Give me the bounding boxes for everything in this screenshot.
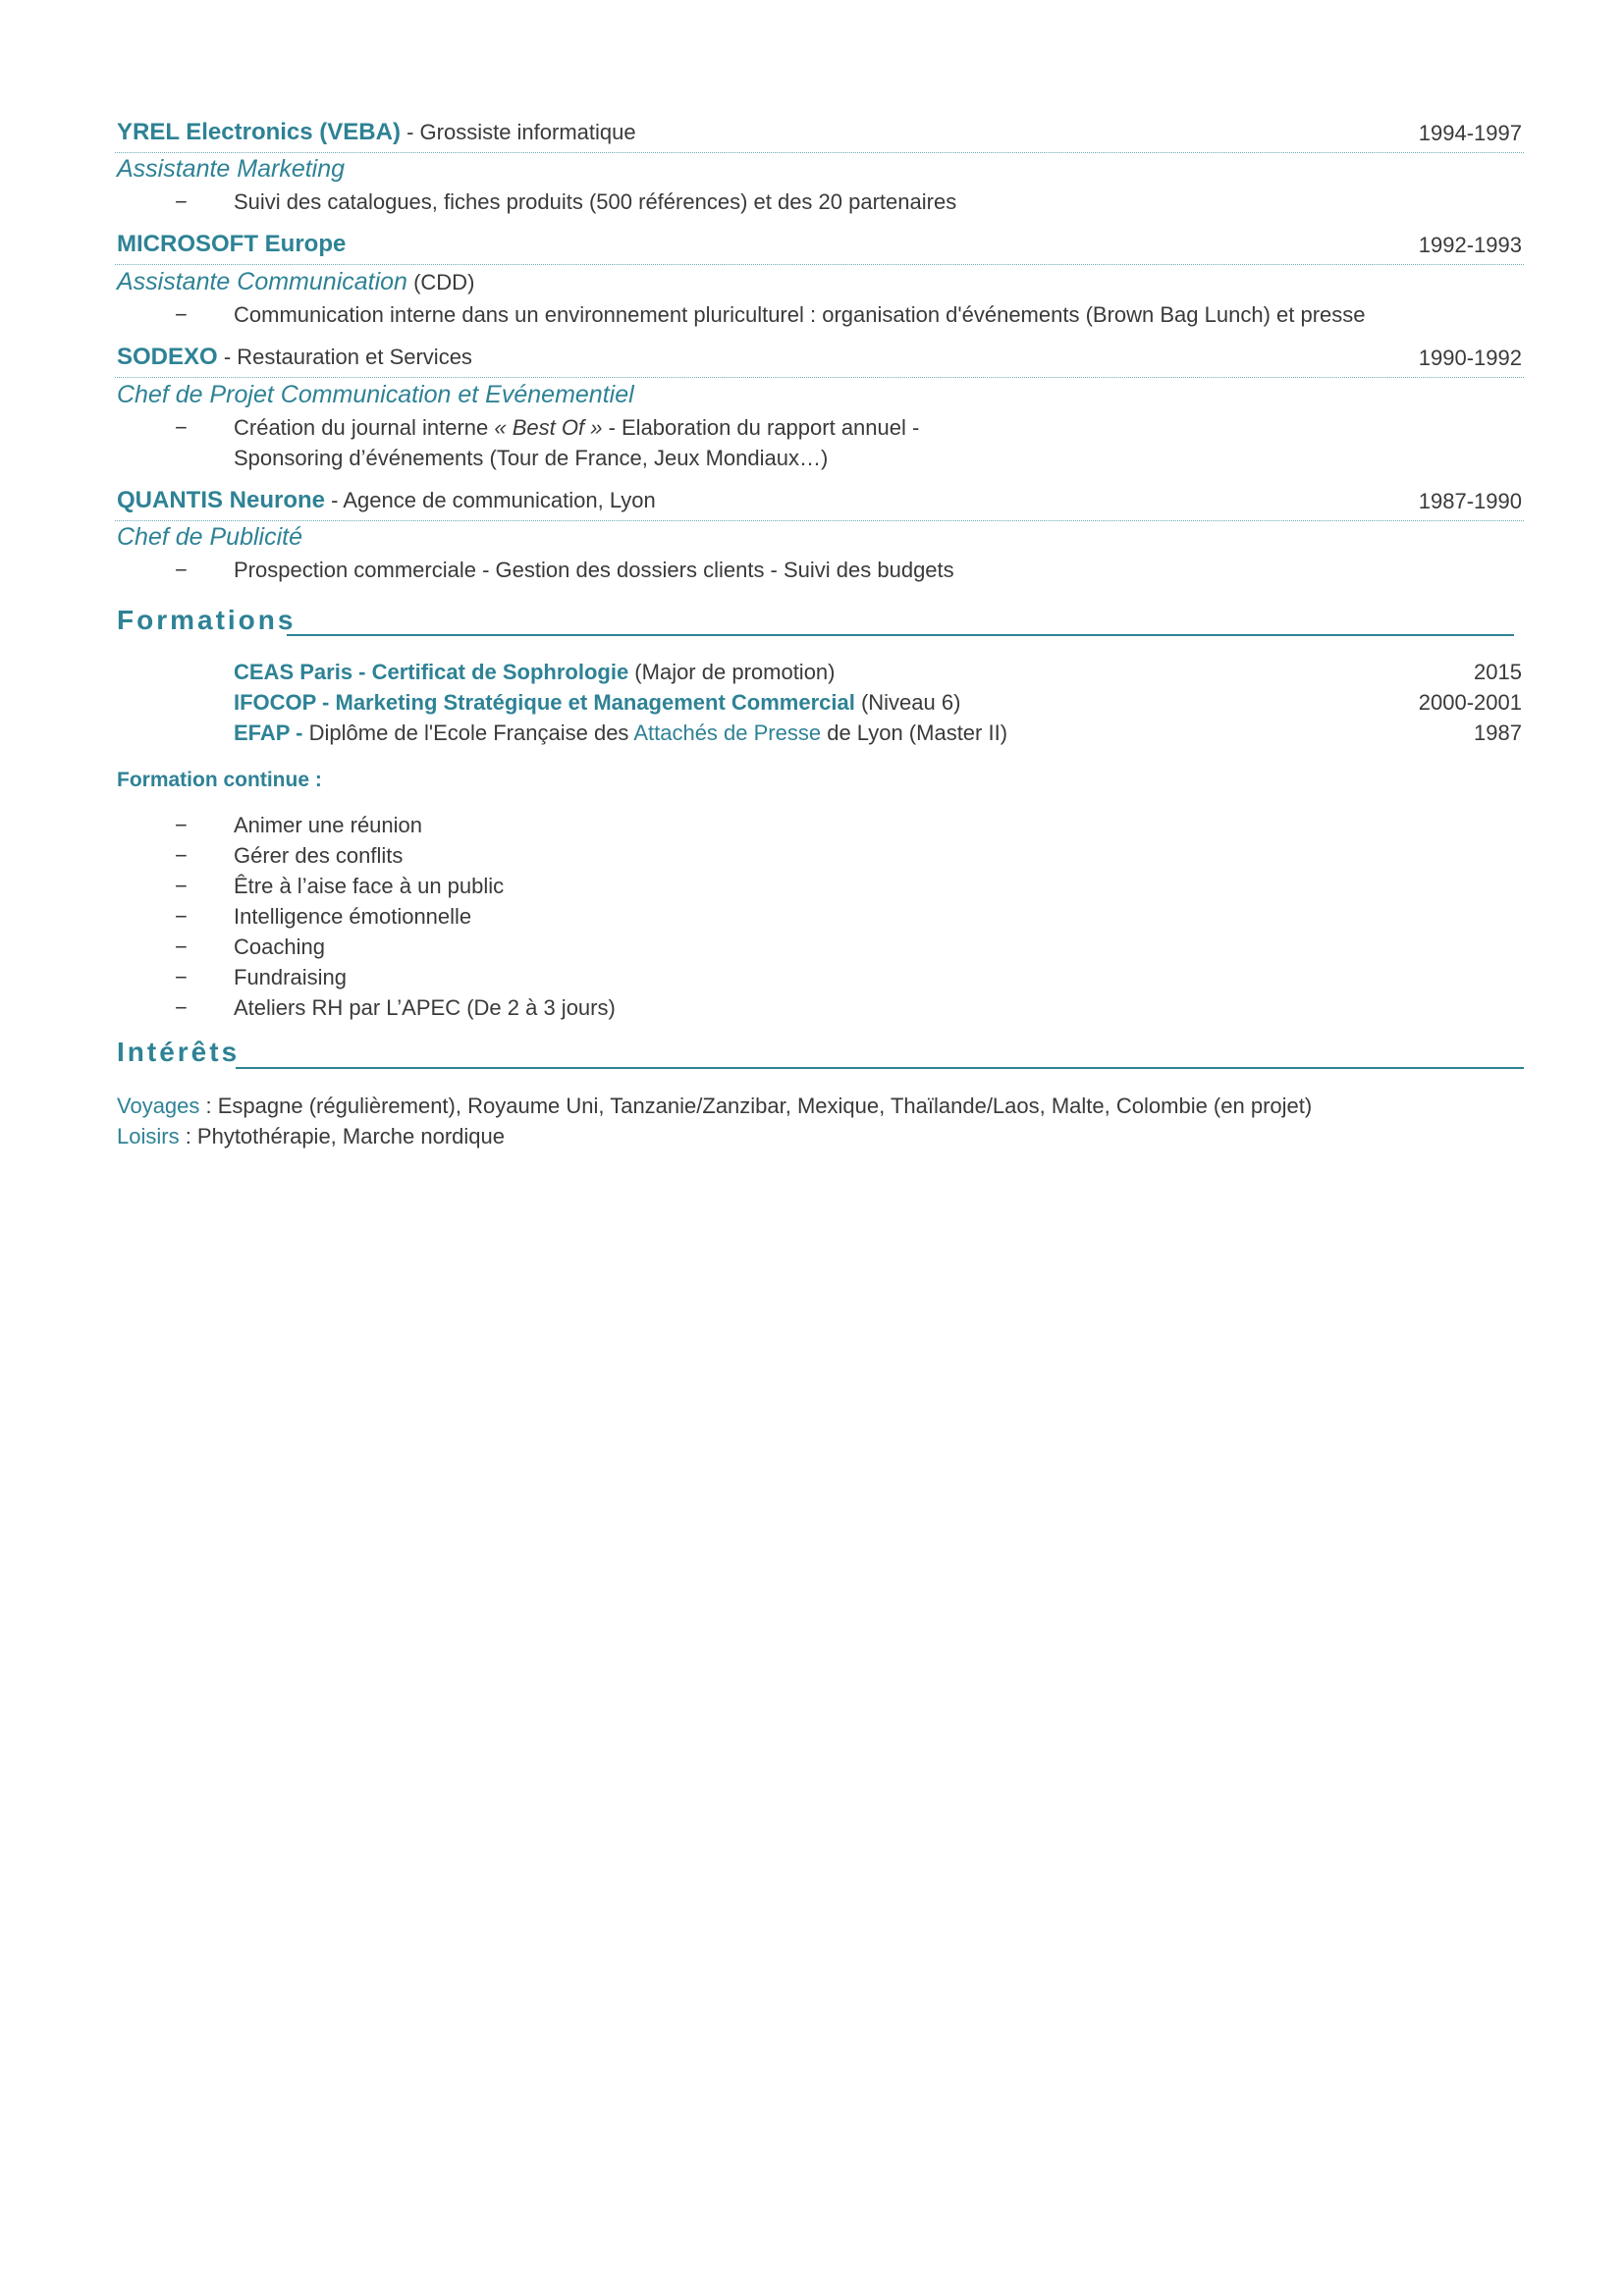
job-bullet: Communication interne dans un environnement pluriculturel : organisation d'événements (Brown Bag Lunch) et presse	[234, 302, 1366, 327]
job-role: Assistante Marketing	[117, 155, 346, 183]
formation-row	[234, 721, 1524, 750]
section-rule	[236, 1067, 1524, 1069]
interest-label: Voyages	[117, 1094, 200, 1118]
bullet-dash: −	[175, 415, 188, 440]
job-bullet	[234, 412, 919, 473]
job-role: Chef de Projet Communication et Evénementiel	[117, 381, 634, 408]
section-rule	[287, 634, 1514, 636]
bullet-dash: −	[175, 189, 188, 214]
formation-continue-item: Animer une réunion	[234, 813, 423, 837]
job-role: Chef de Publicité	[117, 523, 303, 551]
bullet-dash: −	[175, 874, 188, 898]
job-role-title: Assistante Communication	[117, 268, 407, 295]
bullet-text-part: Sponsoring d’événements (Tour de France, Jeux Mondiaux…)	[234, 446, 829, 470]
formation-continue-item: Être à l’aise face à un public	[234, 874, 505, 898]
bullet-dash: −	[175, 813, 188, 837]
company-name: SODEXO	[117, 344, 218, 370]
job-years: 1994-1997	[1418, 121, 1522, 145]
interest-row	[117, 1094, 1312, 1119]
formation-continue-item: Gérer des conflits	[234, 843, 404, 868]
formation-continue-item: Coaching	[234, 934, 325, 959]
company-name: QUANTIS Neurone	[117, 487, 326, 513]
journal-title: « Best Of »	[494, 415, 603, 440]
interest-text: : Phytothérapie, Marche nordique	[179, 1124, 505, 1148]
job-header-sodexo	[115, 344, 1524, 378]
job-bullet: Suivi des catalogues, fiches produits (500 références) et des 20 partenaires	[234, 189, 957, 214]
job-role	[117, 268, 474, 296]
formation-detail: Diplôme de l'Ecole Française des	[308, 721, 634, 745]
job-header-quantis	[115, 487, 1524, 521]
bullet-dash: −	[175, 843, 188, 868]
section-title-interets: Intérêts	[117, 1037, 241, 1067]
job-header-microsoft	[115, 231, 1524, 265]
bullet-dash: −	[175, 302, 188, 327]
formation-year: 2015	[1474, 660, 1522, 684]
formation-org: CEAS Paris - Certificat de Sophrologie	[234, 660, 629, 684]
formation-year: 1987	[1474, 721, 1522, 745]
formation-continue-item: Fundraising	[234, 965, 347, 989]
section-title-formations: Formations	[117, 605, 297, 635]
job-years: 1992-1993	[1418, 233, 1522, 257]
formation-detail: de Lyon (Master II)	[821, 721, 1008, 745]
formation-continue-item: Intelligence émotionnelle	[234, 904, 472, 929]
job-years: 1990-1992	[1418, 346, 1522, 370]
bullet-text-part: - Elaboration du rapport annuel -	[602, 415, 920, 440]
formation-org: EFAP -	[234, 721, 309, 745]
formation-detail-highlight: Attachés de Presse	[633, 721, 822, 745]
bullet-dash: −	[175, 995, 188, 1020]
bullet-dash: −	[175, 904, 188, 929]
interest-text: : Espagne (régulièrement), Royaume Uni, Tanzanie/Zanzibar, Mexique, Thaïlande/Laos, Malte, Colombie (en projet)	[199, 1094, 1313, 1118]
job-header-yrel	[115, 119, 1524, 153]
formation-row	[234, 690, 1524, 720]
job-years: 1987-1990	[1418, 489, 1522, 513]
formation-org: IFOCOP - Marketing Stratégique et Management Commercial	[234, 690, 855, 715]
bullet-dash: −	[175, 965, 188, 989]
bullet-dash: −	[175, 934, 188, 959]
formation-year: 2000-2001	[1418, 690, 1522, 715]
formation-detail: (Niveau 6)	[854, 690, 961, 715]
job-bullet: Prospection commerciale - Gestion des dossiers clients - Suivi des budgets	[234, 558, 954, 582]
company-name: YREL Electronics (VEBA)	[117, 119, 401, 145]
formation-continue-item: Ateliers RH par L’APEC (De 2 à 3 jours)	[234, 995, 616, 1020]
bullet-dash: −	[175, 558, 188, 582]
bullet-text-part: Création du journal interne	[234, 415, 495, 440]
job-role-extra: (CDD)	[406, 270, 475, 294]
interest-row	[117, 1124, 505, 1149]
formation-row	[234, 660, 1524, 689]
formation-continue-title: Formation continue :	[117, 769, 322, 791]
formation-detail: (Major de promotion)	[628, 660, 836, 684]
company-sector: - Restauration et Services	[217, 345, 472, 369]
company-sector: - Grossiste informatique	[400, 120, 636, 144]
company-name: MICROSOFT Europe	[117, 231, 347, 257]
interest-label: Loisirs	[117, 1124, 180, 1148]
company-sector: - Agence de communication, Lyon	[325, 488, 656, 512]
